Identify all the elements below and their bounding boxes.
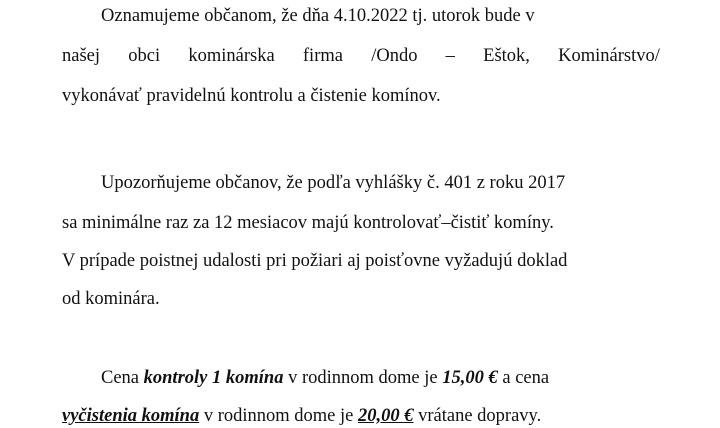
- price-text: a cena: [497, 368, 550, 388]
- paragraph-3-line-2: [62, 404, 660, 428]
- word: –: [445, 46, 455, 66]
- word: obci: [128, 46, 161, 66]
- paragraph-1-line-3: vykonávať pravidelnú kontrolu a čistenie komínov.: [62, 86, 441, 106]
- price-text: vrátane dopravy.: [413, 406, 542, 426]
- word: kominárska: [188, 46, 275, 66]
- price-text: Cena: [101, 368, 144, 388]
- paragraph-2-line-1: Upozorňujeme občanov, že podľa vyhlášky č. 401 z roku 2017: [101, 173, 566, 193]
- paragraph-1-line-1: Oznamujeme občanom, že dňa 4.10.2022 tj. utorok bude v: [101, 6, 535, 26]
- price-control: 15,00 €: [442, 368, 498, 388]
- paragraph-2-line-2: sa minimálne raz za 12 mesiacov majú kontrolovať–čistiť komíny.: [62, 213, 554, 233]
- paragraph-2-line-3: V prípade poistnej udalosti pri požiari aj poisťovne vyžadujú doklad: [62, 251, 568, 271]
- word: Eštok,: [483, 46, 530, 66]
- price-text: v rodinnom dome je: [283, 368, 443, 388]
- price-cleaning: 20,00 €: [357, 406, 414, 426]
- word: firma: [302, 46, 343, 66]
- paragraph-2-line-4: od kominára.: [62, 289, 160, 309]
- word: našej: [62, 46, 101, 66]
- paragraph-1-line-2: [62, 44, 660, 68]
- price-text: v rodinnom dome je: [199, 406, 358, 426]
- emphasis-cleaning: vyčistenia komína: [62, 406, 200, 426]
- word: /Ondo: [371, 46, 418, 66]
- emphasis-control: kontroly 1 komína: [143, 368, 284, 388]
- word: Kominárstvo/: [558, 46, 660, 66]
- paragraph-3-line-1: [101, 366, 660, 390]
